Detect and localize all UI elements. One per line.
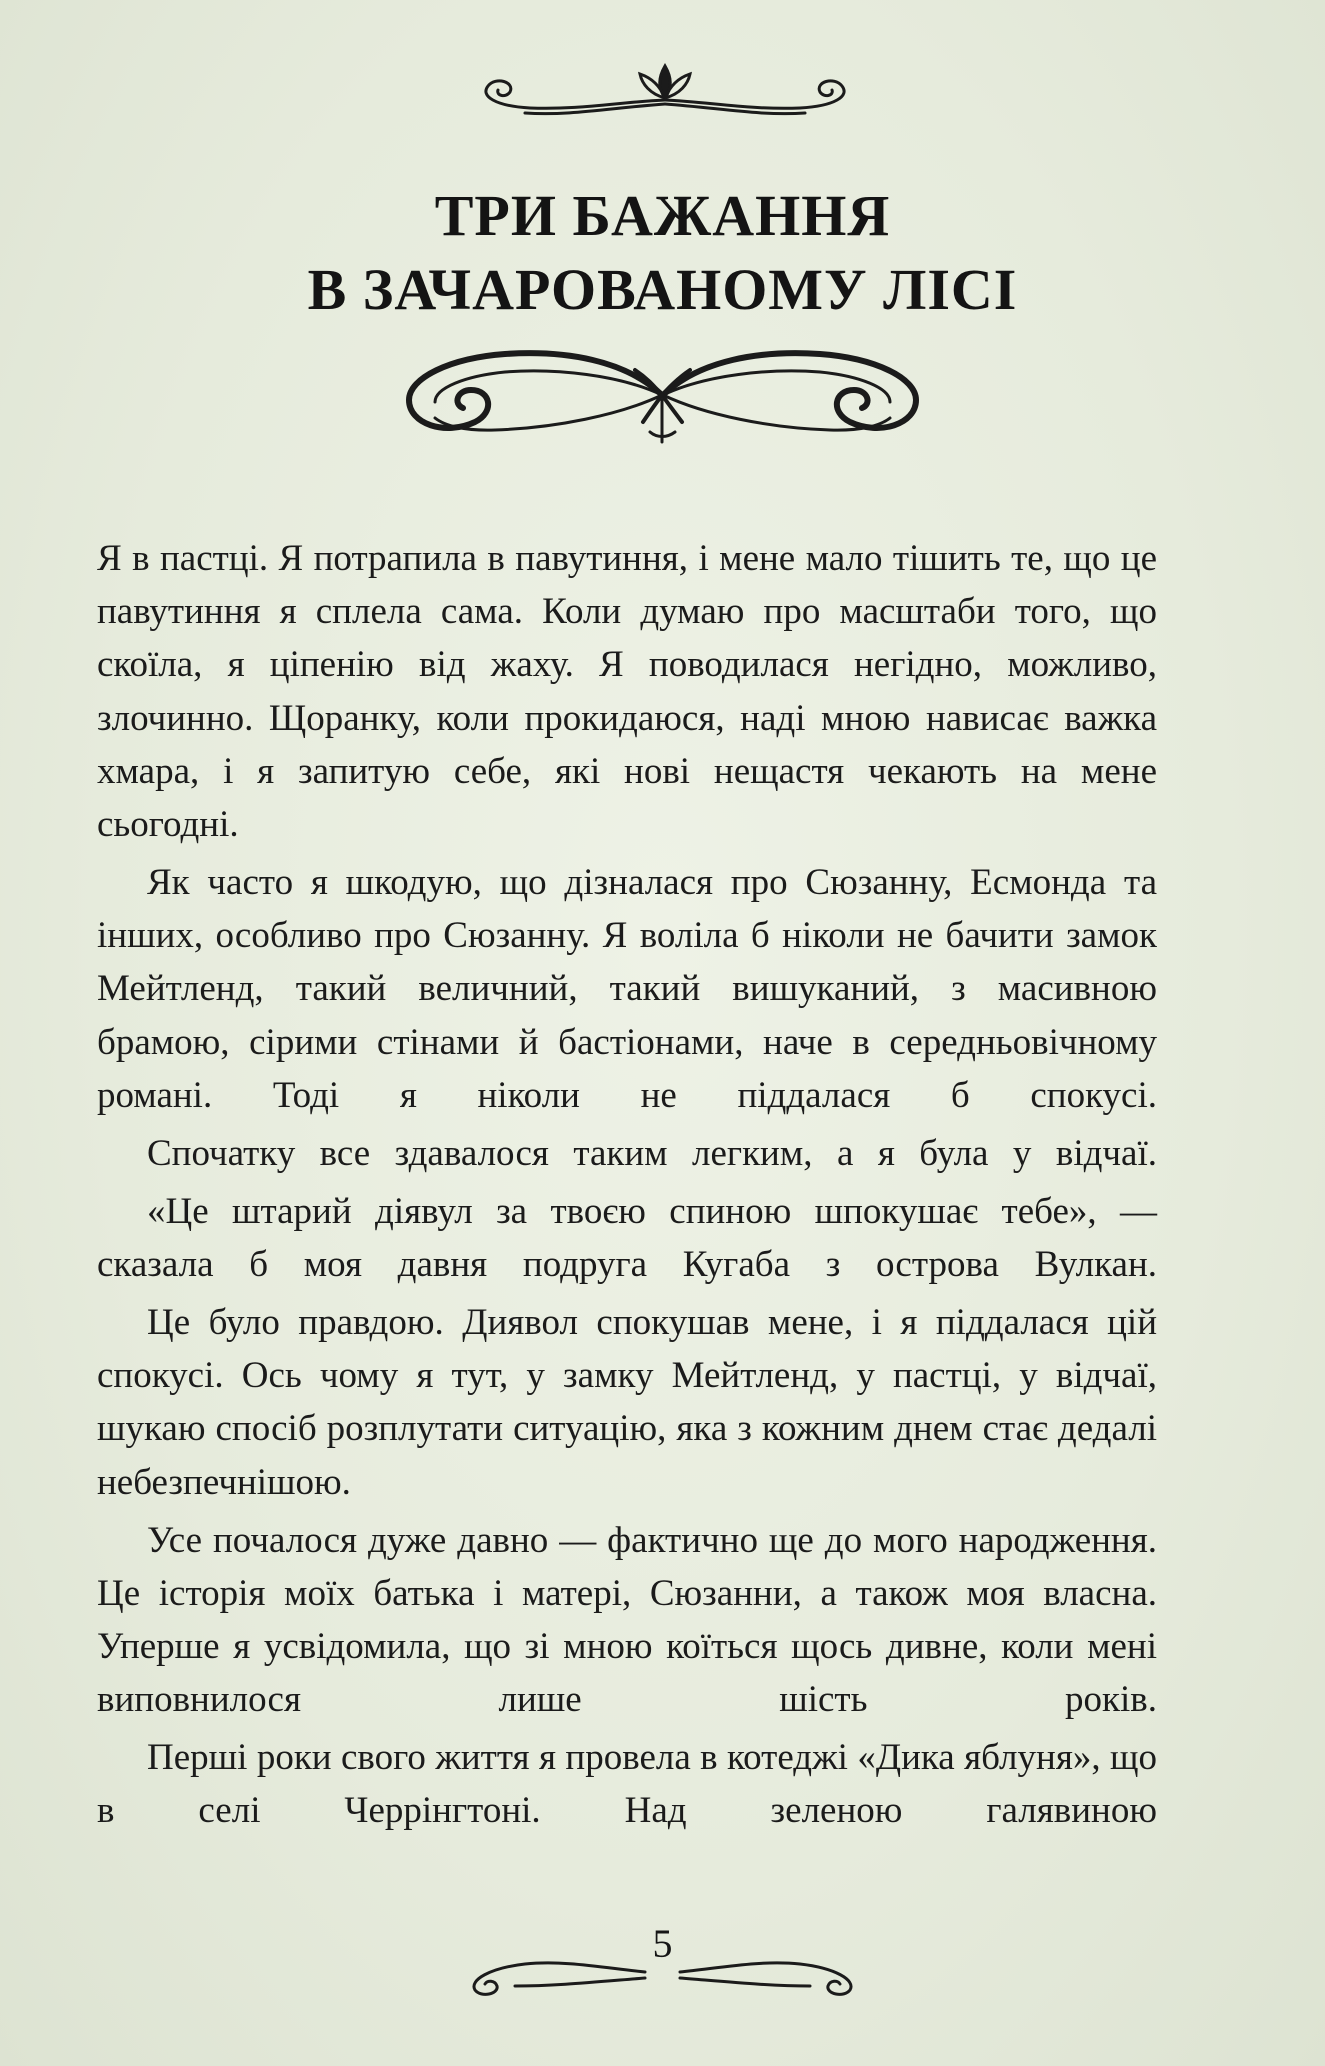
page-number: 5	[652, 1921, 673, 1966]
paragraph-6: Усе почалося дуже давно — фактично ще до мого народження. Це історія моїх батька і матері, Сюзанни, а також моя власна. Уперше я усвідомила, що зі мною коїться щось дивне, коли мені виповнилося лише шість років.	[97, 1519, 1157, 1721]
paragraph-5: Це було правдою. Диявол спокушав мене, і я піддалася цій спокусі. Ось чому я тут, у замку Мейтленд, у пастці, у відчаї, шукаю спосіб розплутати ситуацію, яка з кожним днем стає дедалі небезпечнішою.	[97, 1302, 1157, 1503]
top-flourish-ornament	[470, 58, 860, 118]
paragraph-4: «Це штарий діявул за твоєю спиною шпокушає тебе», — сказала б моя давня подруга Кугаба з острова Вулкан.	[97, 1190, 1157, 1286]
chapter-title-line-1: ТРИ БАЖАННЯ	[434, 183, 891, 248]
paragraph-1: Я в пастці. Я потрапила в павутиння, і мене мало тішить те, що це павутиння я сплела сама. Коли думаю про масштаби того, що скоїла, я ціпенію від жаху. Я поводилася негідно, можливо, злочинно. Щоранку, коли прокидаюся, наді мною нависає важка хмара, і я запитую себе, які нові нещастя чекають на мене сьогодні.	[97, 538, 1157, 846]
chapter-title-line-2: В ЗАЧАРОВАНОМУ ЛІСІ	[307, 257, 1018, 322]
paragraph-2: Як часто я шкодую, що дізналася про Сюзанну, Есмонда та інших, особливо про Сюзанну. Я воліла б ніколи не бачити замок Мейтленд, такий величний, такий вишуканий, з масивною брамою, сірими стінами й бастіонами, наче в середньовічному романі. Тоді я ніколи не піддалася б спокусі.	[97, 862, 1157, 1116]
bottom-flourish-ornament	[455, 1950, 870, 2000]
paragraph-3: Спочатку все здавалося таким легким, а я була у відчаї.	[147, 1132, 1157, 1174]
chapter-body	[97, 532, 1157, 1838]
middle-flourish-ornament	[395, 340, 930, 450]
paragraph-7: Перші роки свого життя я провела в котеджі «Дика яблуня», що в селі Черрінгтоні. Над зеленою галявиною	[97, 1737, 1157, 1832]
